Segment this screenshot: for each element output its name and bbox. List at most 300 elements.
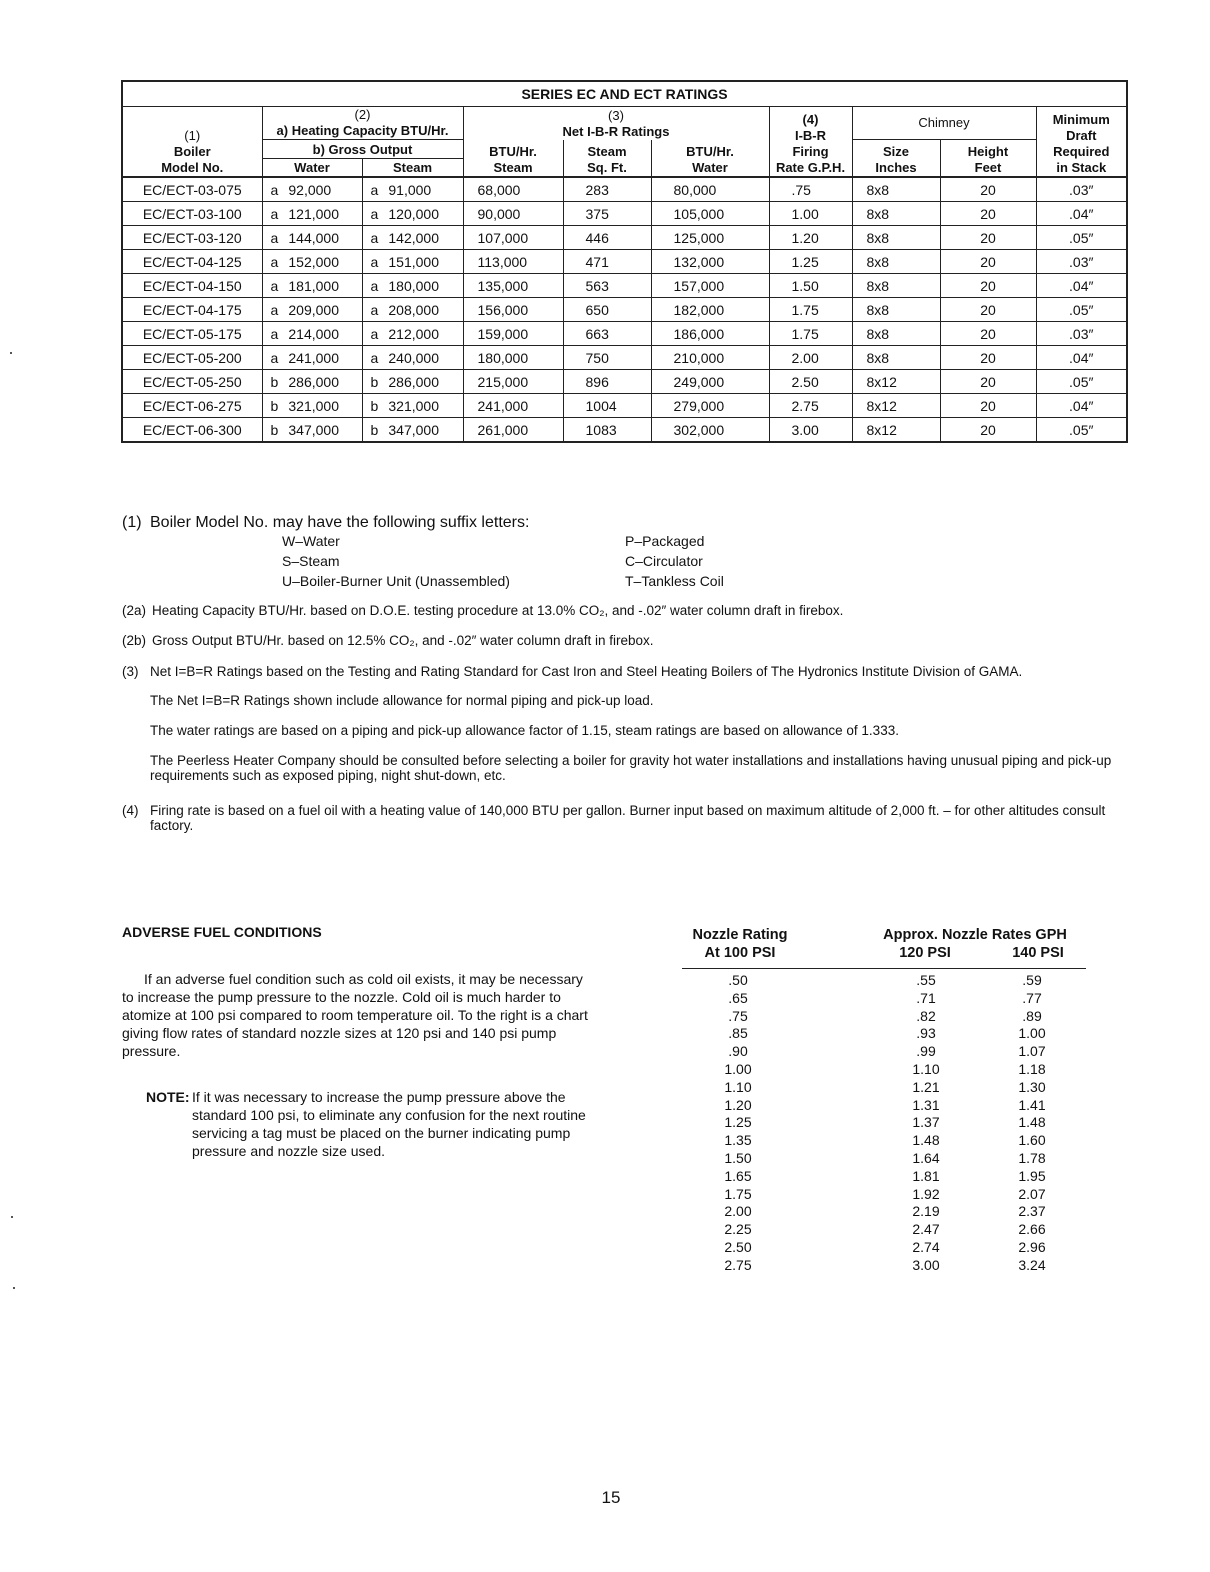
cell-chimney-height: [940, 394, 1036, 418]
header-gross-output: b) Gross Output: [262, 140, 463, 159]
header-text: Model No.: [161, 160, 224, 175]
note-text: Net I=B=R Ratings based on the Testing and Rating Standard for Cast Iron and Steel Heating Boilers of The Hydronics Institute Division of GAMA.: [150, 664, 1023, 679]
cell-draft: [1036, 346, 1127, 370]
header-text: Sq. Ft.: [587, 160, 627, 175]
cell-firing-rate: [769, 346, 852, 370]
column-120-psi: [891, 972, 961, 1275]
cell-text: .75: [791, 181, 811, 198]
cell-model: [122, 202, 262, 226]
cell-draft: [1036, 177, 1127, 202]
header-text: Boiler: [173, 144, 211, 159]
suffix-p: P–Packaged: [625, 533, 705, 549]
cell-text: 215,000: [477, 373, 529, 390]
table-row: [122, 394, 1127, 418]
value: 321,000: [288, 397, 339, 414]
cell-text: 650: [585, 301, 609, 318]
nozzle-cell: 1.21: [912, 1078, 940, 1095]
cell-text: 125,000: [673, 229, 725, 246]
cell-draft: [1036, 322, 1127, 346]
adverse-paragraph: If an adverse fuel condition such as cold oil exists, it may be necessary to increase the pump pressure to the nozzle. Cold oil is much harder to atomize at 100 psi compared to room temperature oil. To the right is a chart giving flow rates of standard nozzle sizes at 120 psi and 140 psi pump pressure.: [122, 971, 588, 1059]
nozzle-cell: 3.24: [1018, 1256, 1046, 1273]
header-btu-water: [651, 140, 769, 178]
header-text: Firing: [792, 144, 829, 159]
cell-text: 8x8: [866, 325, 890, 342]
cell-draft: [1036, 370, 1127, 394]
nozzle-cell: 2.74: [912, 1238, 940, 1255]
cell-chimney-height: [940, 322, 1036, 346]
cell-btu-steam: [463, 322, 563, 346]
cell-chimney-height: [940, 418, 1036, 443]
cell-draft: [1036, 394, 1127, 418]
nozzle-cell: .71: [916, 989, 936, 1006]
cell-water: [262, 202, 362, 226]
nozzle-cell: .65: [728, 989, 748, 1006]
cell-text: 446: [585, 229, 609, 246]
header-height: [940, 140, 1036, 178]
nozzle-cell: 1.95: [1018, 1167, 1046, 1184]
cell-text: .05″: [1069, 421, 1094, 438]
table-row: [122, 298, 1127, 322]
nozzle-cell: .77: [1022, 989, 1042, 1006]
cell-chimney-height: [940, 226, 1036, 250]
header-steam-sqft: [563, 140, 651, 178]
cell-text: .05″: [1069, 301, 1094, 318]
table-row: [122, 177, 1127, 202]
cell-text: 663: [585, 325, 609, 342]
header-model: [122, 107, 262, 178]
cell-model: [122, 418, 262, 443]
header-text: BTU/Hr.: [489, 144, 537, 159]
cell-firing-rate: [769, 418, 852, 443]
cell-btu-water: [651, 322, 769, 346]
cell-btu-water: [651, 394, 769, 418]
prefix: a: [270, 301, 279, 318]
cell-steam-sqft: [563, 418, 651, 443]
cell-steam-sqft: [563, 202, 651, 226]
header-text: BTU/Hr.: [686, 144, 734, 159]
header-chimney: Chimney: [852, 107, 1036, 140]
nozzle-cell: 1.92: [912, 1185, 940, 1202]
nozzle-cell: 1.75: [724, 1185, 752, 1202]
cell-text: 90,000: [477, 205, 521, 222]
cell-chimney-height: [940, 274, 1036, 298]
cell-btu-water: [651, 418, 769, 443]
cell-chimney-size: [852, 298, 940, 322]
cell-steam-sqft: [563, 322, 651, 346]
cell-text: 2.00: [791, 349, 819, 366]
cell-text: 20: [980, 205, 996, 222]
cell-chimney-height: [940, 250, 1036, 274]
column-140-psi: [997, 972, 1067, 1275]
cell-firing-rate: [769, 298, 852, 322]
table-row: [122, 346, 1127, 370]
header-text: Steam: [587, 144, 627, 159]
nozzle-cell: 1.25: [724, 1114, 752, 1131]
cell-text: 3.00: [791, 421, 819, 438]
value: 180,000: [388, 277, 439, 294]
cell-model: [122, 274, 262, 298]
cell-text: 180,000: [477, 349, 529, 366]
cell-text: .04″: [1069, 349, 1094, 366]
header-firing-rate: [769, 107, 852, 178]
note-label: (4): [122, 803, 139, 818]
cell-text: 249,000: [673, 373, 725, 390]
value: 212,000: [388, 325, 439, 342]
value: 286,000: [288, 373, 339, 390]
cell-draft: [1036, 298, 1127, 322]
table-title: SERIES EC AND ECT RATINGS: [122, 81, 1127, 107]
suffix-s: S–Steam: [282, 553, 340, 569]
nozzle-cell: 1.00: [724, 1060, 752, 1077]
header-btu-steam: [463, 140, 563, 178]
nozzle-cell: 2.37: [1018, 1203, 1046, 1220]
cell-steam-sqft: [563, 226, 651, 250]
nozzle-cell: 1.30: [1018, 1078, 1046, 1095]
cell-text: 261,000: [477, 421, 529, 438]
header-text: in Stack: [1056, 160, 1107, 175]
nozzle-cell: .99: [916, 1043, 936, 1060]
cell-text: 8x8: [866, 253, 890, 270]
cell-draft: [1036, 250, 1127, 274]
nozzle-cell: 1.18: [1018, 1060, 1046, 1077]
header-rule: [682, 968, 1086, 969]
cell-text: 107,000: [477, 229, 529, 246]
header-text: Required: [1053, 144, 1110, 159]
cell-text: 1083: [585, 421, 617, 438]
prefix: a: [370, 229, 379, 246]
cell-text: 1.20: [791, 229, 819, 246]
suffix-w: W–Water: [282, 533, 340, 549]
cell-steam-sqft: [563, 250, 651, 274]
cell-model: [122, 370, 262, 394]
nozzle-cell: 1.07: [1018, 1043, 1046, 1060]
cell-text: 186,000: [673, 325, 725, 342]
cell-chimney-size: [852, 250, 940, 274]
cell-text: 375: [585, 205, 609, 222]
cell-text: 8x8: [866, 181, 890, 198]
cell-text: .04″: [1069, 397, 1094, 414]
cell-text: .05″: [1069, 373, 1094, 390]
cell-chimney-height: [940, 298, 1036, 322]
cell-text: 563: [585, 277, 609, 294]
header-text: (4): [802, 112, 819, 127]
header-text: Inches: [875, 160, 917, 175]
value: 92,000: [288, 181, 332, 198]
header-text: Size: [882, 144, 909, 159]
cell-steam-sqft: [563, 177, 651, 202]
note-text: If it was necessary to increase the pump pressure above the standard 100 psi, to eliminate any confusion for the next routine servicing a tag must be placed on the burner indicating pump pressure and nozzle size used.: [192, 1089, 586, 1159]
header-text: Feet: [974, 160, 1002, 175]
cell-steam-sqft: [563, 274, 651, 298]
cell-text: 8x8: [866, 301, 890, 318]
cell-text: EC/ECT-03-075: [142, 181, 242, 198]
cell-text: 20: [980, 325, 996, 342]
prefix: a: [370, 277, 379, 294]
cell-firing-rate: [769, 370, 852, 394]
value: 286,000: [388, 373, 439, 390]
nozzle-cell: 2.96: [1018, 1238, 1046, 1255]
header-text: Net I-B-R Ratings: [562, 123, 670, 139]
nozzle-cell: 2.50: [724, 1238, 752, 1255]
cell-btu-steam: [463, 394, 563, 418]
header-text: (2): [354, 107, 371, 122]
cell-text: EC/ECT-05-175: [142, 325, 242, 342]
scan-speck: [11, 1216, 13, 1218]
cell-text: EC/ECT-03-120: [142, 229, 242, 246]
suffix-c: C–Circulator: [625, 553, 703, 569]
table-row: [122, 250, 1127, 274]
note-4: [122, 803, 1132, 833]
prefix: a: [370, 349, 379, 366]
prefix: a: [270, 349, 279, 366]
cell-text: 182,000: [673, 301, 725, 318]
cell-steam: [362, 370, 463, 394]
cell-btu-steam: [463, 298, 563, 322]
cell-text: 80,000: [673, 181, 717, 198]
scan-speck: [13, 1287, 15, 1289]
cell-text: 210,000: [673, 349, 725, 366]
nozzle-cell: 2.25: [724, 1221, 752, 1238]
cell-draft: [1036, 274, 1127, 298]
cell-chimney-size: [852, 202, 940, 226]
cell-text: 135,000: [477, 277, 529, 294]
cell-text: EC/ECT-03-100: [142, 205, 242, 222]
cell-btu-water: [651, 177, 769, 202]
nozzle-cell: 2.47: [912, 1221, 940, 1238]
cell-text: 1.25: [791, 253, 819, 270]
cell-btu-water: [651, 274, 769, 298]
cell-firing-rate: [769, 322, 852, 346]
header-text: Steam: [493, 160, 533, 175]
cell-water: [262, 346, 362, 370]
cell-text: 8x12: [866, 373, 897, 390]
cell-firing-rate: [769, 226, 852, 250]
value: 347,000: [388, 421, 439, 438]
prefix: b: [270, 397, 279, 414]
cell-text: EC/ECT-04-125: [142, 253, 242, 270]
cell-chimney-height: [940, 346, 1036, 370]
cell-firing-rate: [769, 274, 852, 298]
cell-text: 302,000: [673, 421, 725, 438]
scan-speck: [10, 352, 12, 354]
value: 142,000: [388, 229, 439, 246]
header-steam: Steam: [362, 159, 463, 178]
cell-btu-steam: [463, 177, 563, 202]
cell-model: [122, 322, 262, 346]
cell-draft: [1036, 226, 1127, 250]
cell-text: .03″: [1069, 181, 1094, 198]
cell-text: 159,000: [477, 325, 529, 342]
cell-text: 156,000: [477, 301, 529, 318]
nozzle-cell: 3.00: [912, 1256, 940, 1273]
note-label: NOTE:: [146, 1089, 190, 1105]
cell-steam: [362, 274, 463, 298]
cell-text: 241,000: [477, 397, 529, 414]
cell-text: 8x8: [866, 229, 890, 246]
cell-btu-steam: [463, 250, 563, 274]
prefix: a: [270, 325, 279, 342]
cell-text: 8x12: [866, 397, 897, 414]
nozzle-cell: .75: [728, 1007, 748, 1024]
cell-text: 8x8: [866, 277, 890, 294]
nozzle-cell: .89: [1022, 1007, 1042, 1024]
nozzle-cell: 1.41: [1018, 1096, 1046, 1113]
cell-steam: [362, 250, 463, 274]
value: 121,000: [288, 205, 339, 222]
value: 240,000: [388, 349, 439, 366]
cell-chimney-height: [940, 177, 1036, 202]
nozzle-cell: .82: [916, 1007, 936, 1024]
cell-model: [122, 250, 262, 274]
cell-text: 2.50: [791, 373, 819, 390]
table-row: [122, 322, 1127, 346]
nozzle-cell: 1.78: [1018, 1149, 1046, 1166]
cell-firing-rate: [769, 250, 852, 274]
cell-text: 105,000: [673, 205, 725, 222]
header-text: a) Heating Capacity BTU/Hr.: [276, 123, 449, 138]
cell-text: 896: [585, 373, 609, 390]
page-number: 15: [601, 1488, 621, 1507]
cell-text: 1.50: [791, 277, 819, 294]
cell-chimney-height: [940, 370, 1036, 394]
cell-steam-sqft: [563, 370, 651, 394]
header-text: (3): [608, 107, 624, 123]
cell-water: [262, 226, 362, 250]
value: 120,000: [388, 205, 439, 222]
cell-water: [262, 394, 362, 418]
cell-steam-sqft: [563, 346, 651, 370]
adverse-note: [146, 1088, 601, 1160]
value: 152,000: [288, 253, 339, 270]
cell-firing-rate: [769, 202, 852, 226]
prefix: b: [270, 421, 279, 438]
header-text: Draft: [1066, 128, 1097, 143]
cell-water: [262, 250, 362, 274]
cell-text: .05″: [1069, 229, 1094, 246]
table-row: [122, 418, 1127, 443]
note-text: Heating Capacity BTU/Hr. based on D.O.E. testing procedure at 13.0% CO₂, and -.02″ water column draft in firebox.: [152, 603, 844, 618]
note-3: [122, 664, 1132, 679]
adverse-heading: ADVERSE FUEL CONDITIONS: [122, 924, 322, 940]
suffix-u: U–Boiler-Burner Unit (Unassembled): [282, 573, 510, 589]
cell-steam: [362, 322, 463, 346]
nozzle-cell: 1.35: [724, 1132, 752, 1149]
cell-water: [262, 418, 362, 443]
cell-text: .03″: [1069, 253, 1094, 270]
cell-steam: [362, 418, 463, 443]
cell-chimney-height: [940, 202, 1036, 226]
cell-text: 113,000: [477, 253, 528, 270]
header-text: At 100 PSI: [704, 945, 776, 961]
cell-btu-steam: [463, 418, 563, 443]
cell-text: 20: [980, 349, 996, 366]
header-capacity: [262, 107, 463, 140]
note-label: (2a): [122, 603, 147, 618]
prefix: a: [270, 229, 279, 246]
cell-btu-water: [651, 370, 769, 394]
cell-steam: [362, 202, 463, 226]
cell-text: 20: [980, 253, 996, 270]
nozzle-cell: .55: [916, 972, 936, 988]
header-text: I-B-R: [794, 128, 827, 143]
nozzle-cell: 1.64: [912, 1149, 940, 1166]
value: 241,000: [288, 349, 339, 366]
value: 208,000: [388, 301, 439, 318]
nozzle-cell: 1.48: [912, 1132, 940, 1149]
cell-text: EC/ECT-04-175: [142, 301, 242, 318]
table-row: [122, 226, 1127, 250]
cell-text: 20: [980, 397, 996, 414]
cell-text: 8x8: [866, 349, 890, 366]
cell-chimney-size: [852, 418, 940, 443]
cell-btu-water: [651, 202, 769, 226]
value: 91,000: [388, 181, 432, 198]
cell-text: 2.75: [791, 397, 819, 414]
header-text: Minimum: [1052, 112, 1110, 127]
value: 347,000: [288, 421, 339, 438]
table-row: [122, 370, 1127, 394]
cell-steam: [362, 226, 463, 250]
cell-chimney-size: [852, 226, 940, 250]
cell-water: [262, 370, 362, 394]
cell-btu-water: [651, 346, 769, 370]
prefix: a: [370, 253, 379, 270]
cell-text: 1.00: [791, 205, 819, 222]
header-text: Water: [692, 160, 728, 175]
cell-firing-rate: [769, 177, 852, 202]
cell-btu-water: [651, 298, 769, 322]
note-text: Boiler Model No. may have the following suffix letters:: [150, 514, 530, 531]
nozzle-cell: .50: [728, 972, 748, 988]
cell-text: EC/ECT-05-250: [142, 373, 242, 390]
nozzle-cell: .59: [1022, 972, 1042, 988]
cell-text: .03″: [1069, 325, 1094, 342]
value: 144,000: [288, 229, 339, 246]
cell-water: [262, 274, 362, 298]
header-text: Nozzle Rating: [692, 927, 788, 943]
cell-steam: [362, 177, 463, 202]
note-3-consult: The Peerless Heater Company should be consulted before selecting a boiler for gravity hot water installations and installations having unusual piping and pick-up requirements such as exposed piping, night shut-down, etc.: [150, 753, 1112, 783]
prefix: a: [270, 205, 279, 222]
prefix: b: [370, 397, 379, 414]
nozzle-cell: 1.10: [912, 1060, 940, 1077]
value: 181,000: [288, 277, 339, 294]
nozzle-cell: 2.07: [1018, 1185, 1046, 1202]
value: 209,000: [288, 301, 339, 318]
cell-text: 20: [980, 229, 996, 246]
cell-model: [122, 298, 262, 322]
header-text: (1): [184, 128, 201, 143]
header-nozzle-rating: [680, 926, 800, 962]
nozzle-cell: .93: [916, 1025, 936, 1042]
header-net-ratings: [463, 107, 769, 140]
ratings-table: [121, 80, 1128, 443]
cell-chimney-size: [852, 394, 940, 418]
nozzle-cell: 2.75: [724, 1256, 752, 1273]
note-3-allowance: The Net I=B=R Ratings shown include allowance for normal piping and pick-up load.: [150, 693, 654, 708]
note-label: (1): [122, 514, 142, 531]
cell-text: EC/ECT-05-200: [142, 349, 242, 366]
cell-text: 157,000: [673, 277, 725, 294]
cell-draft: [1036, 202, 1127, 226]
prefix: a: [370, 325, 379, 342]
cell-text: 750: [585, 349, 609, 366]
note-3-factor: The water ratings are based on a piping and pick-up allowance factor of 1.15, steam ratings are based on allowance of 1.333.: [150, 723, 899, 738]
cell-text: 283: [585, 181, 609, 198]
cell-text: 68,000: [477, 181, 521, 198]
nozzle-cell: 1.60: [1018, 1132, 1046, 1149]
cell-model: [122, 394, 262, 418]
